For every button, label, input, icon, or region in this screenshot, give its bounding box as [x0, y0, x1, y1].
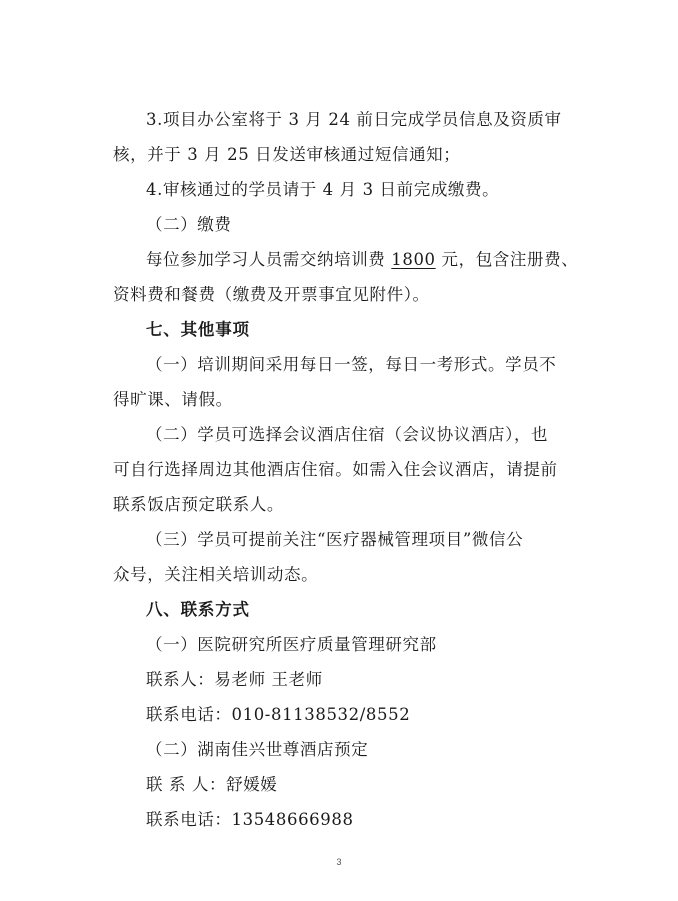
contact-1-phone: 联系电话：010-81138532/8552	[146, 705, 411, 724]
payment-line-2: 资料费和餐费（缴费及开票事宜见附件）。	[113, 285, 430, 304]
other-item-2-line-1: （二）学员可选择会议酒店住宿（会议协议酒店），也	[146, 425, 549, 444]
section-7-title: 七、其他事项	[146, 320, 250, 339]
item-3-line-1: 3.项目办公室将于 3 月 24 前日完成学员信息及资质审	[146, 110, 562, 129]
payment-heading: （二）缴费	[146, 215, 232, 234]
other-item-2-line-3: 联系饭店预定联系人。	[113, 495, 284, 514]
contact-2-person: 联 系 人：舒媛媛	[146, 775, 278, 794]
other-item-1-line-1: （一）培训期间采用每日一签，每日一考形式。学员不	[146, 355, 557, 374]
other-item-3-line-2: 众号，关注相关培训动态。	[113, 565, 319, 584]
contact-2-organization: （二）湖南佳兴世尊酒店预定	[146, 740, 369, 759]
training-fee-value: 1800	[391, 250, 436, 269]
other-item-1-line-2: 得旷课、请假。	[113, 390, 233, 409]
other-item-3-line-1: （三）学员可提前关注“医疗器械管理项目”微信公	[146, 530, 524, 549]
page-number: 3	[336, 857, 342, 867]
payment-text-after: 元，包含注册费、	[435, 250, 579, 269]
item-3-line-2: 核，并于 3 月 25 日发送审核通过短信通知；	[113, 145, 461, 164]
contact-1-organization: （一）医院研究所医疗质量管理研究部	[146, 635, 437, 654]
other-item-2-line-2: 可自行选择周边其他酒店住宿。如需入住会议酒店，请提前	[113, 460, 558, 479]
payment-text-before: 每位参加学习人员需交纳培训费	[146, 250, 392, 269]
item-4: 4.审核通过的学员请于 4 月 3 日前完成缴费。	[146, 180, 500, 199]
contact-2-phone: 联系电话：13548666988	[146, 810, 354, 829]
section-8-title: 八、联系方式	[146, 600, 250, 619]
contact-1-person: 联系人：易老师 王老师	[146, 670, 323, 689]
payment-line-1	[146, 250, 578, 270]
